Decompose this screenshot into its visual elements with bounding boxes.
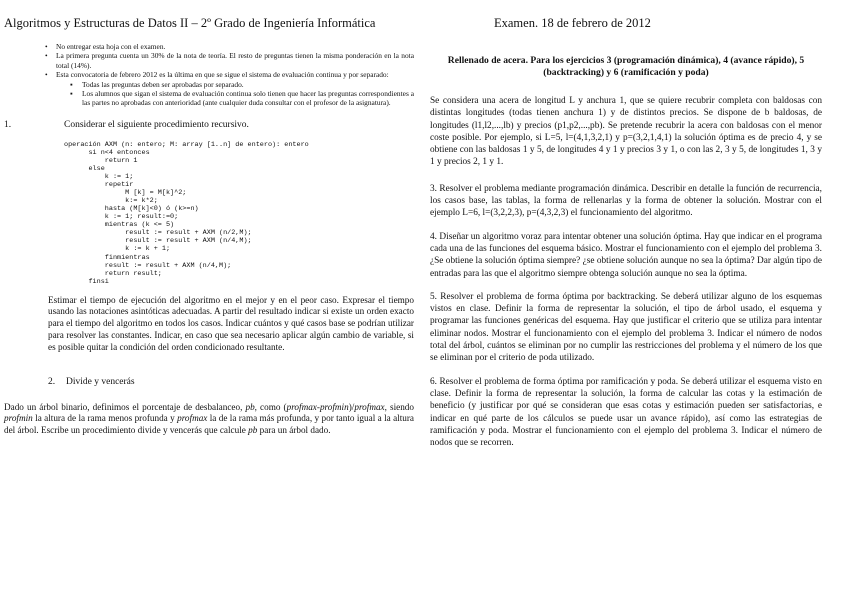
left-column [4,42,414,437]
sub-instruction-item: ▪ Todas las preguntas deben ser aprobadas por separado. [4,80,414,89]
instruction-item: • No entregar esta hoja con el examen. [4,42,414,51]
question-2-title: Divide y vencerás [66,376,135,387]
question-2-heading [4,377,414,387]
question-1-number: 1. [4,119,12,130]
header-exam-date: Examen. 18 de febrero de 2012 [494,16,651,30]
question-1-body: Estimar el tiempo de ejecución del algoritmo en el mejor y en el peor caso. Expresar el tiempo usando las notaciones asintóticas adecuadas. A partir del resultado indicar si existe un orden exacto para el tiempo del algoritmo en todos los casos. Indicar cuántos y qué casos base se podrían utilizar para resolver las constantes. Indicar, en caso que sea necesario aplicar algún cambio de variable, si es posible quitar la condición del orden condicionado resultante. [48,294,414,352]
question-2-number: 2. [48,376,56,387]
question-2-body: Dado un árbol binario, definimos el porcentaje de desbalanceo, pb, como (profmax-profmin)/profmax, siendo profmin la altura de la rama menos profunda y profmax la de la rama más profunda, y por tanto igual a la altura del árbol. Escribe un procedimiento divide y vencerás que calcule pb para un árbol dado. [4,401,414,436]
question-3: 3. Resolver el problema mediante programación dinámica. Describir en detalle la función de recurrencia, los casos base, las tablas, la forma de rellenarlas y la forma de obtener la solución. Mostrar con el ejemplo L=6, l=(3,2,2,3), p=(4,3,2,3) el funcionamiento del algoritmo. [430,183,822,219]
problem-title: Rellenado de acera. Para los ejercicios 3 (programación dinámica), 4 (avance rápido), 5 (backtracking) y 6 (ramificación y poda) [447,55,805,78]
question-6: 6. Resolver el problema de forma óptima por ramificación y poda. Se deberá utilizar el esquema visto en clase. Definir la forma de representar la solución, la forma de calcular las cotas y la estimación de beneficio (y justificar por qué se consideran que esas cotas y estimación pueden ser satisfactorias, e indicar en qué parte de los cálculos se puede usar un avance rápido), así como las estrategias de ramificación y poda. Mostrar el funcionamiento con el ejemplo del problema 3. Indicar el número de nodos que se recorren. [430,376,822,449]
instruction-item: • La primera pregunta cuenta un 30% de la nota de teoría. El resto de preguntas tienen la misma ponderación en la nota total (14%). [4,51,414,70]
question-5: 5. Resolver el problema de forma óptima por backtracking. Se deberá utilizar alguno de los esquemas vistos en clase. Definir la forma de representar la solución, el tipo de árbol usado, el esquema y programar las funciones genéricas del esquema. Hay que justificar el criterio que se utiliza para intentar eliminar nodos. Mostrar el funcionamiento con el ejemplo del problema 3. Indicar el número de nodos total del árbol, cuántos se eliminan por no cumplir las restricciones del problema y el número de los que se eliminan por el criterio de poda utilizado. [430,291,822,364]
question-4: 4. Diseñar un algoritmo voraz para intentar obtener una solución óptima. Hay que indicar en el programa cada una de las funciones del esquema básico. Mostrar el funcionamiento con el ejemplo del problema 3. ¿Se obtiene la solución óptima siempre? ¿se obtiene solución aunque no sea la óptima? Dar algún tipo de entradas para las que el algoritmo siempre obtenga solución aunque no sea la óptima. [430,231,822,279]
right-column [430,42,822,449]
question-1-heading [4,120,414,130]
instructions-list [4,42,414,108]
header-course-title: Algoritmos y Estructuras de Datos II – 2º Grado de Ingeniería Informática [4,16,376,30]
sub-instruction-item: ▪ Los alumnos que sigan el sistema de evaluación continua solo tienen que hacer las preguntas correspondientes a las partes no aprobadas con anterioridad (ante cualquier duda consultar con el profesor de la asignatura). [4,89,414,108]
question-1-title: Considerar el siguiente procedimiento recursivo. [64,119,249,130]
instruction-item: • Esta convocatoria de febrero 2012 es la última en que se sigue el sistema de evaluación continua y por separado: [4,70,414,79]
problem-statement: Se considera una acera de longitud L y anchura 1, que se quiere recubrir completa con baldosas con distintas longitudes (todas tienen anchura 1) y de distintos precios. Se dispone de b baldosas, de longitudes (l1,l2,...,lb) y precios (p1,p2,...,pb). Se pretende recubrir la acera con baldosas con el menor coste posible. Por ejemplo, si L=5, l=(4,1,3,2,1) y p=(3,2,1,4,1) la solución óptima es de precio 4, y se obtiene con las baldosas 1 y 5, de longitudes 4 y 1 y precios 3 y 1, o con las 2, 3 y 5, de longitudes 1, 3 y 1 y precios 2, 1 y 1. [430,96,822,168]
pseudocode-block: operación AXM (n: entero; M: array [1..n] de entero): entero si n<4 entonces return 1 else k := 1; repetir M [k] = M[k]^2; k:= k*2; hasta (M[k]<0) ó (k>=n) k := 1; result:=0; mientras (k <= 5) result := result + AXM (n/2,M); result := result + AXM (n/4,M); k := k + 1; finmientras result := result + AXM (n/4,M); return result; finsi [64,140,309,286]
